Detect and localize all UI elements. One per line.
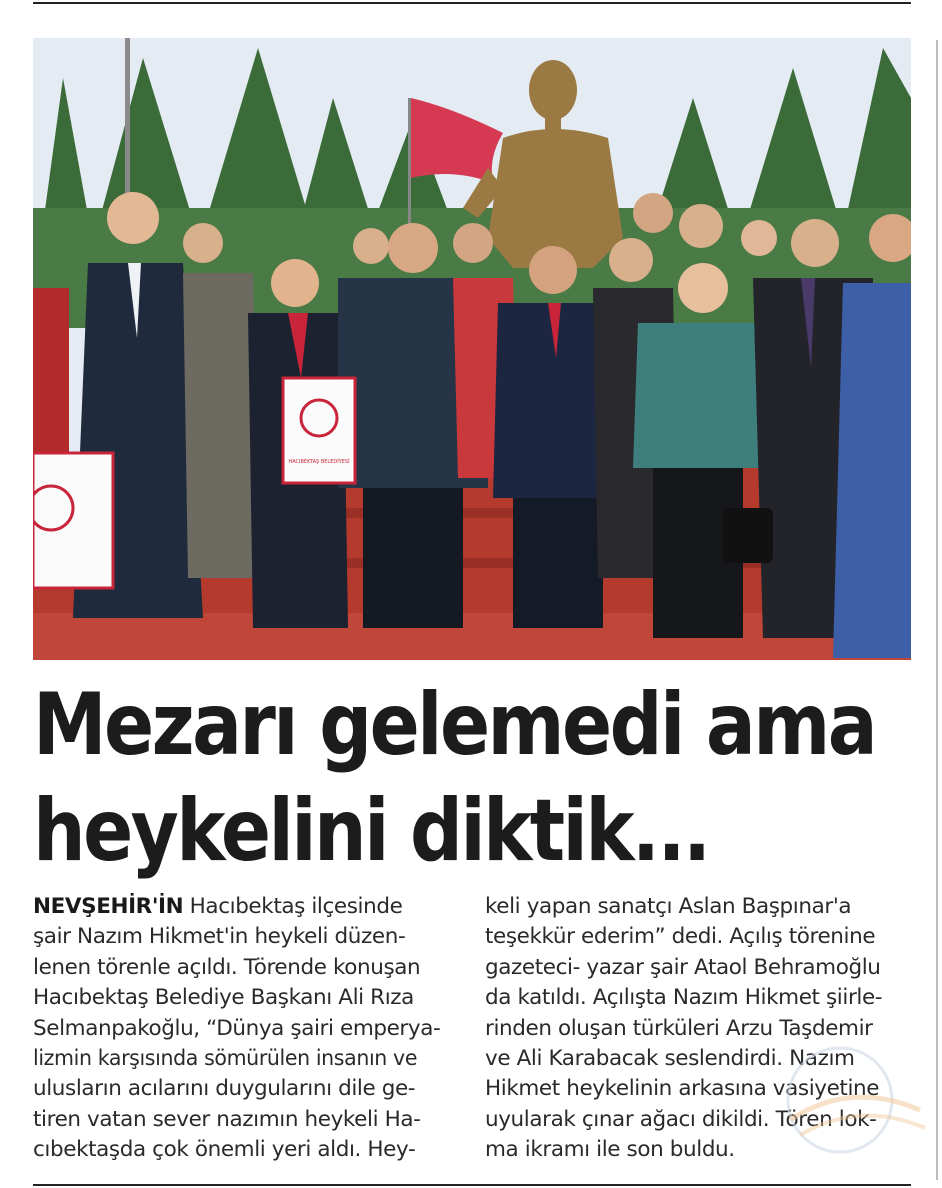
body-line: ma ikramı ile son buldu. [485, 1137, 735, 1163]
bottom-rule [33, 1184, 911, 1186]
svg-text:HACIBEKTAŞ BELEDİYESİ: HACIBEKTAŞ BELEDİYESİ [288, 459, 350, 465]
photo-handbag [723, 508, 773, 563]
column-divider-rule [936, 40, 938, 1180]
headline-line-2: heykelini diktik... [33, 781, 709, 881]
body-line: uyularak çınar ağacı dikildi. Tören lok- [485, 1106, 877, 1132]
body-line: tiren vatan sever nazımın heykeli Ha- [33, 1106, 421, 1132]
flag-pole [125, 38, 130, 208]
headline-line-1: Mezarı gelemedi ama [33, 675, 876, 775]
body-line: Hikmet heykelinin arkasına vasiyetine [485, 1076, 880, 1102]
body-line: teşekkür ederim” dedi. Açılış törenine [485, 924, 876, 950]
body-line: ve Ali Karabacak seslendirdi. Nazım [485, 1046, 855, 1072]
body-line-text: Hacıbektaş ilçesinde [183, 894, 403, 919]
body-line: Hacıbektaş Belediye Başkanı Ali Rıza [33, 985, 414, 1011]
body-line [33, 892, 458, 922]
top-rule [33, 2, 911, 4]
photo-tote-bag-left [33, 453, 113, 588]
article-photo [33, 38, 911, 660]
photo-tote-bag-center [283, 378, 355, 483]
article-body-left-column [33, 892, 458, 1166]
article-headline [33, 672, 876, 884]
body-line: Selmanpakoğlu, “Dünya şairi emperya- [33, 1015, 441, 1041]
body-line: keli yapan sanatçı Aslan Başpınar'a [485, 894, 852, 919]
dateline: NEVŞEHİR'İN [33, 894, 184, 919]
body-line: rinden oluşan türküleri Arzu Taşdemir [485, 1015, 873, 1041]
body-line: gazeteci- yazar şair Ataol Behramoğlu [485, 954, 881, 980]
body-line: da katıldı. Açılışta Nazım Hikmet şiirle- [485, 985, 883, 1011]
body-line: cıbektaşda çok önemli yeri aldı. Hey- [33, 1137, 416, 1163]
body-line: şair Nazım Hikmet'in heykeli düzen- [33, 924, 406, 950]
body-line: ulusların acılarını duygularını dile ge- [33, 1076, 416, 1102]
body-line: lizmin karşısında sömürülen insanın ve [33, 1046, 418, 1072]
body-line: lenen törenle açıldı. Törende konuşan [33, 954, 421, 980]
article-body-right-column [485, 892, 910, 1166]
